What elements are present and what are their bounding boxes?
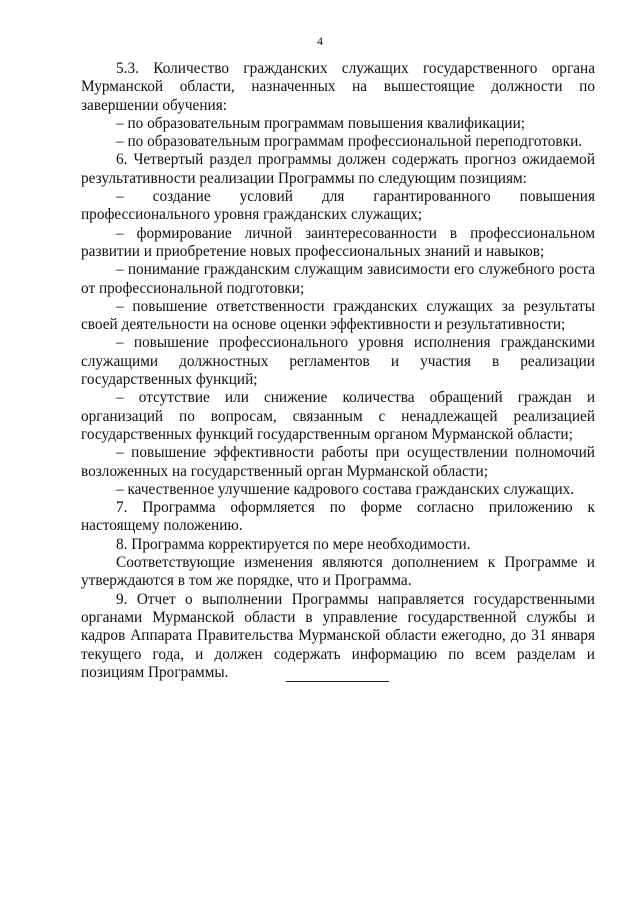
- paragraph-5-3: 5.3. Количество гражданских служащих государственного органа Мурманской области, назначенных на вышестоящие должности по завершении обучения:: [81, 60, 595, 114]
- paragraph-7: 7. Программа оформляется по форме согласно приложению к настоящему положению.: [81, 499, 595, 535]
- closing-divider: [286, 681, 389, 682]
- paragraph-amendments: Соответствующие изменения являются дополнением к Программе и утверждаются в том же порядке, что и Программа.: [81, 554, 595, 590]
- list-item-staff-quality: – качественное улучшение кадрового состава гражданских служащих.: [116, 480, 575, 498]
- paragraph-6: 6. Четвертый раздел программы должен содержать прогноз ожидаемой результативности реализации Программы по следующим позициям:: [81, 151, 595, 187]
- paragraph-8: 8. Программа корректируется по мере необходимости.: [116, 535, 471, 553]
- list-item-complaints: – отсутствие или снижение количества обращений граждан и организаций по вопросам, связанным с ненадлежащей реализацией государственных функций государственным органом Мурманской области;: [81, 389, 595, 443]
- page-number: 4: [317, 34, 323, 48]
- paragraph-9: 9. Отчет о выполнении Программы направляется государственными органами Мурманской области в управление государственной службы и кадров Аппарата Правительства Мурманской области ежегодно, до 31 января текущего года, и должен содержать информацию по всем разделам и позициям Программы.: [81, 590, 595, 681]
- list-item-retraining: – по образовательным программам профессиональной переподготовки.: [116, 133, 583, 151]
- list-item-qualification: – по образовательным программам повышения квалификации;: [116, 114, 526, 132]
- list-item-understanding: – понимание гражданским служащим зависимости его служебного роста от профессиональной подготовки;: [81, 261, 595, 297]
- list-item-professional-level: – повышение профессионального уровня исполнения гражданскими служащими должностных регламентов и участия в реализации государственных функций;: [81, 334, 595, 389]
- list-item-responsibility: – повышение ответственности гражданских служащих за результаты своей деятельности на основе оценки эффективности и результативности;: [81, 297, 595, 334]
- list-item-conditions: – создание условий для гарантированного повышения профессионального уровня гражданских служащих;: [81, 188, 595, 224]
- document-body: [81, 60, 595, 682]
- list-item-efficiency: – повышение эффективности работы при осуществлении полномочий возложенных на государственный орган Мурманской области;: [81, 444, 595, 480]
- list-item-interest: – формирование личной заинтересованности в профессиональном развитии и приобретение новых профессиональных знаний и навыков;: [81, 224, 595, 260]
